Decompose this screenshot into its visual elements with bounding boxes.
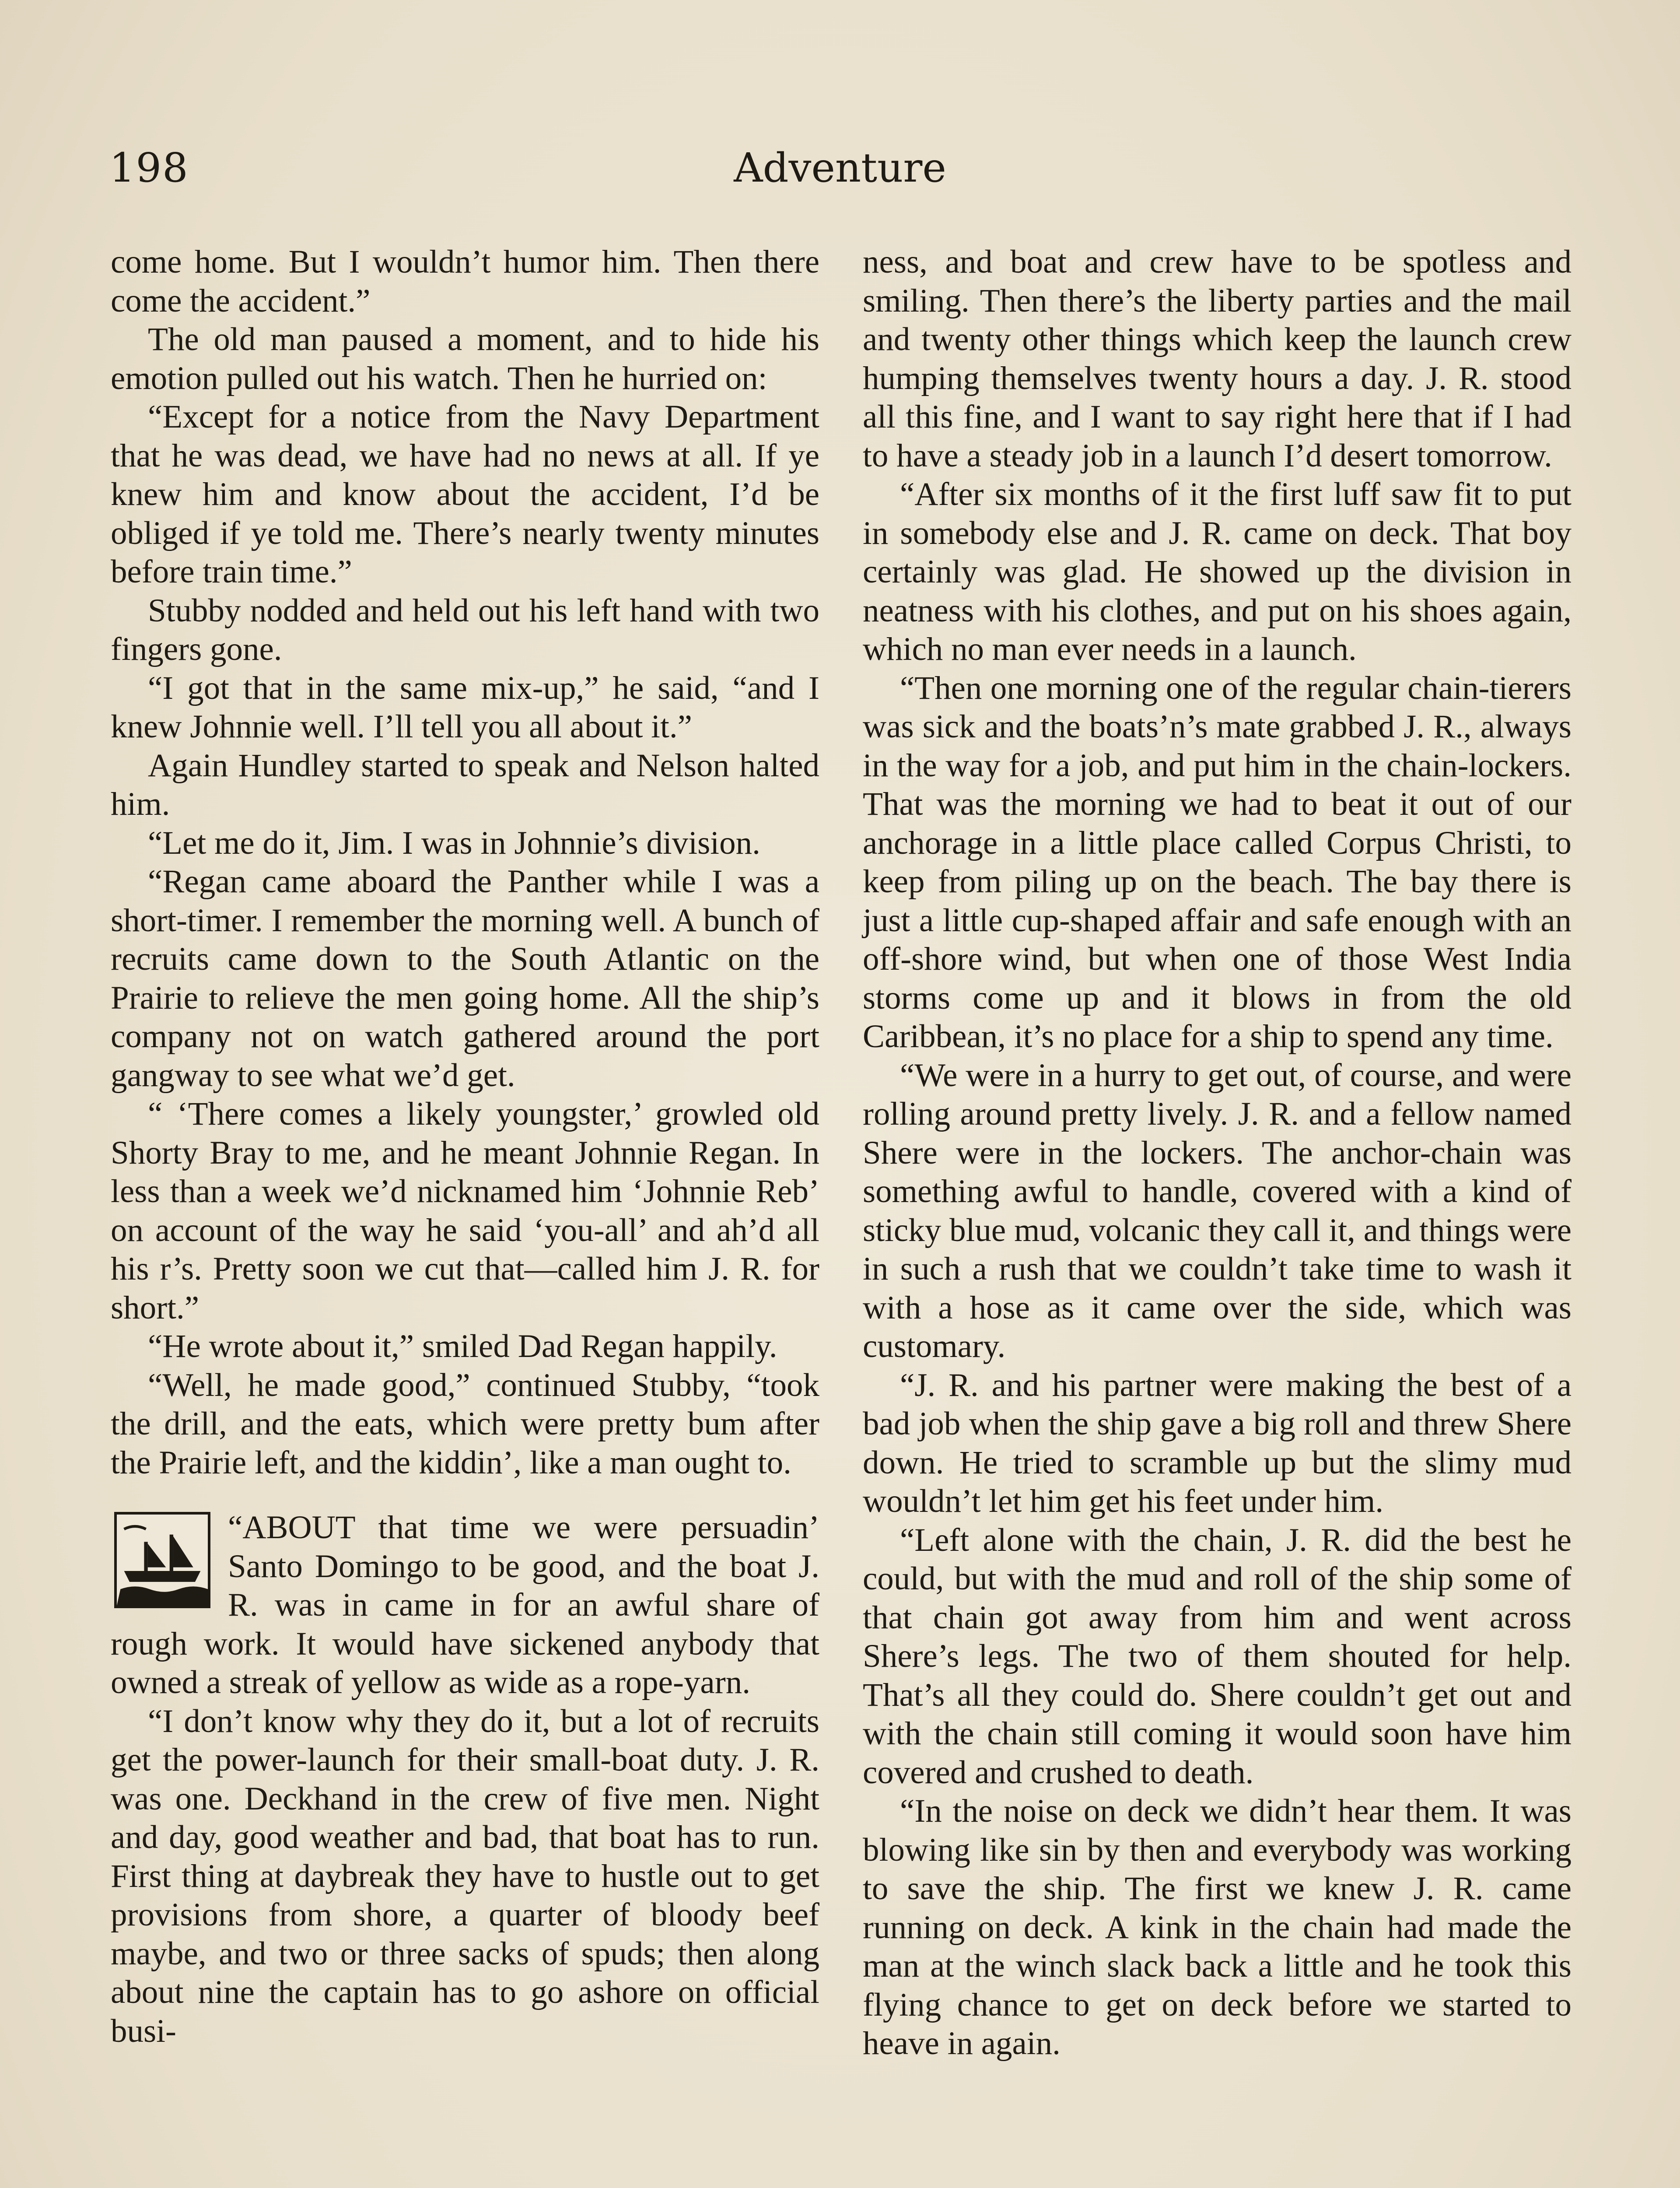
- paragraph: “ ‘There comes a likely youngster,’ growled old Shorty Bray to me, and he meant Johnnie Regan. In less than a week we’d nicknamed him ‘Johnnie Reb’ on account of the way he said ‘you-all’ and ah’d all his r’s. Pretty soon we cut that—called him J. R. for short.”: [111, 1096, 819, 1326]
- paragraph: “J. R. and his partner were making the best of a bad job when the ship gave a big roll and threw Shere down. He tried to scramble up but the slimy mud wouldn’t let him get his feet under him.: [863, 1367, 1572, 1519]
- paragraph: Again Hundley started to speak and Nelson halted him.: [111, 747, 819, 822]
- paragraph: “In the noise on deck we didn’t hear them. It was blowing like sin by then and everybody was working to save the ship. The first we knew J. R. came running on deck. A kink in the chain had made the man at the winch slack back a little and he took this flying chance to get on deck before we started to heave in again.: [863, 1793, 1572, 2062]
- paragraph: “I don’t know why they do it, but a lot of recruits get the power-launch for their small-boat duty. J. R. was one. Deckhand in the crew of five men. Night and day, good weather and bad, that boat has to run. First thing at daybreak they have to hustle out to get provisions from shore, a quarter of bloody beef maybe, and two or three sacks of spuds; then along about nine the captain has to go ashore on official busi-: [111, 1703, 819, 2049]
- page-header: [109, 144, 1571, 197]
- paragraph: “I got that in the same mix-up,” he said, “and I knew Johnnie well. I’ll tell you all about it.”: [111, 670, 819, 745]
- paragraph: ness, and boat and crew have to be spotless and smiling. Then there’s the liberty parties and the mail and twenty other things which keep the launch crew humping themselves twenty hours a day. J. R. stood all this fine, and I want to say right here that if I had to have a steady job in a launch I’d desert tomorrow.: [863, 244, 1572, 474]
- running-title: Adventure: [734, 144, 946, 191]
- section-break: [111, 1508, 819, 1702]
- paragraph: “Regan came aboard the Panther while I was a short-timer. I remember the morning well. A bunch of recruits came down to the South Atlantic on the Prairie to relieve the men going home. All the ship’s company not on watch gathered around the port gangway to see what we’d get.: [111, 863, 819, 1094]
- paragraph: “Left alone with the chain, J. R. did the best he could, but with the mud and roll of the ship some of that chain got away from him and went across Shere’s legs. The two of them shouted for help. That’s all they could do. Shere couldn’t get out and with the chain still coming it would soon have him covered and crushed to death.: [863, 1522, 1572, 1791]
- paragraph: “After six months of it the first luff saw fit to put in somebody else and J. R. came on deck. That boy certainly was glad. He showed up the division in neatness with his clothes, and put on his shoes again, which no man ever needs in a launch.: [863, 476, 1572, 667]
- paragraph: “Let me do it, Jim. I was in Johnnie’s division.: [148, 824, 760, 861]
- paragraph: “We were in a hurry to get out, of course, and were rolling around pretty lively. J. R. and a fellow named Shere were in the lockers. The anchor-chain was something awful to handle, covered with a kind of sticky blue mud, volcanic they call it, and things were in such a rush that we couldn’t take time to wash it with a hose as it came over the side, which was customary.: [863, 1057, 1572, 1364]
- ship-illustration-icon: [114, 1512, 210, 1608]
- paragraph-dropcap: “ABOUT that time we were persuadin’ Santo Domingo to be good, and the boat J. R. was in came in for an awful share of rough work. It would have sickened anybody that owned a streak of yellow as wide as a rope-yarn.: [111, 1509, 819, 1701]
- right-column: [863, 243, 1572, 2063]
- paragraph: “He wrote about it,” smiled Dad Regan happily.: [148, 1328, 777, 1364]
- paragraph: “Then one morning one of the regular chain-tierers was sick and the boats’n’s mate grabbed J. R., always in the way for a job, and put him in the chain-lockers. That was the morning we had to beat it out of our anchorage in a little place called Corpus Christi, to keep from piling up on the beach. The bay there is just a little cup-shaped affair and safe enough with an off-shore wind, but when one of those West India storms come up and it blows in from the old Caribbean, it’s no place for a ship to spend any time.: [863, 670, 1572, 1055]
- page-number: 198: [109, 144, 189, 191]
- paragraph: The old man paused a moment, and to hide his emotion pulled out his watch. Then he hurried on:: [111, 321, 819, 396]
- left-column: [111, 243, 819, 2051]
- paragraph: “Except for a notice from the Navy Department that he was dead, we have had no news at all. If ye knew him and know about the accident, I’d be obliged if ye told me. There’s nearly twenty minutes before train time.”: [111, 399, 819, 590]
- paragraph: “Well, he made good,” continued Stubby, “took the drill, and the eats, which were pretty bum after the Prairie left, and the kiddin’, like a man ought to.: [111, 1367, 819, 1481]
- paragraph: Stubby nodded and held out his left hand with two fingers gone.: [111, 592, 819, 667]
- paragraph: come home. But I wouldn’t humor him. Then there come the accident.”: [111, 244, 819, 319]
